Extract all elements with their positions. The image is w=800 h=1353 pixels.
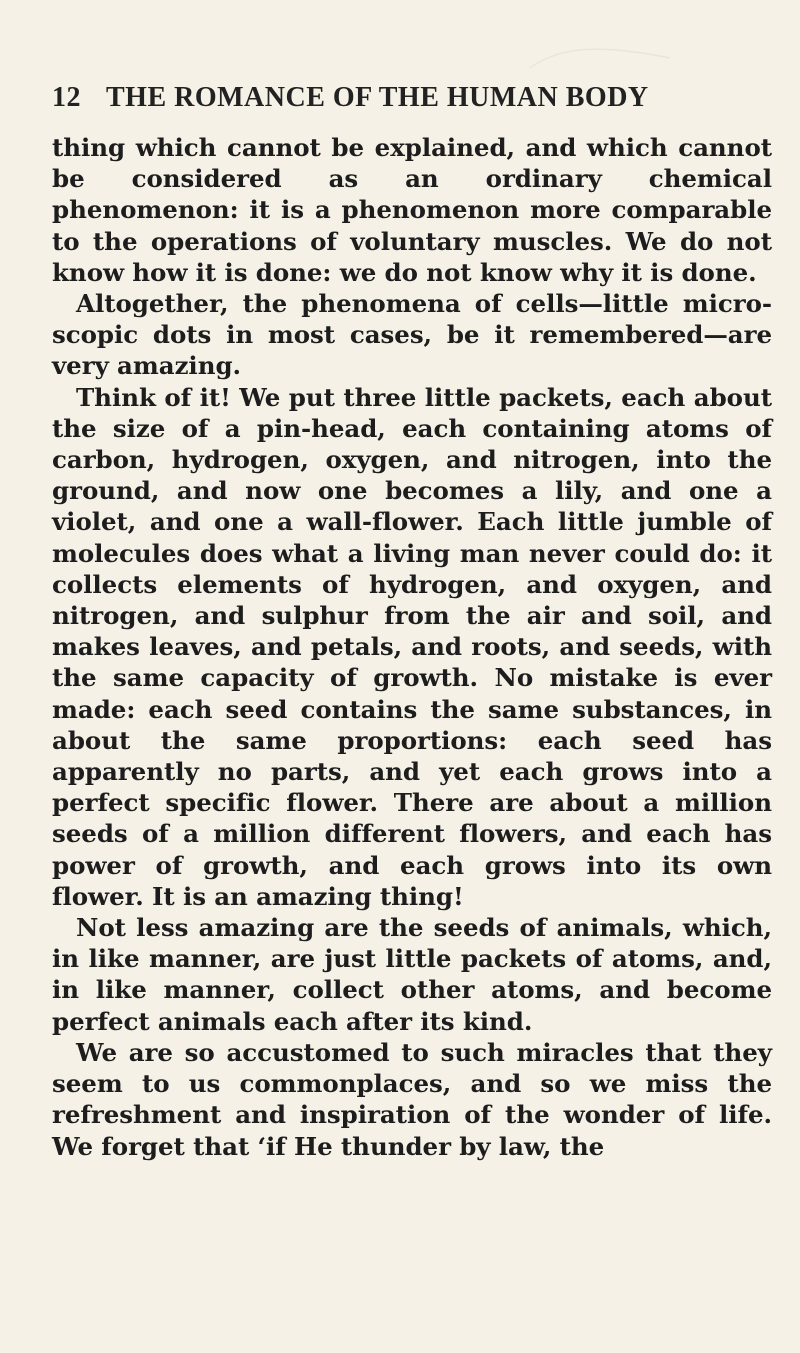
paragraph-cells: Altogether, the phenomena of cells—little micro-scopic dots in most cases, be it remembered—are very amazing. bbox=[52, 289, 772, 381]
paragraph-seeds-of-animals: Not less amazing are the seeds of animals, which, in like manner, are just little packets of atoms, and, in like manner, collect other atoms, and become perfect animals each after its kind. bbox=[52, 913, 772, 1036]
paper-fold-mark bbox=[520, 38, 680, 78]
paragraph-miracles: We are so accustomed to such miracles that they seem to us commonplaces, and so we miss the refreshment and inspiration of the wonder of life. We forget that ‘if He thunder by law, the bbox=[52, 1037, 772, 1161]
paragraph-continuation: thing which cannot be explained, and which cannot be considered as an ordinary chemical phenomenon: it is a phenomenon more comparable to the operations of voluntary muscles. We do not know how it is done: we do not know why it is done. bbox=[52, 133, 772, 287]
paragraph-seeds-of-plants: Think of it! We put three little packets, each about the size of a pin-head, each containing atoms of carbon, hydrogen, oxygen, and nitrogen, into the ground, and now one becomes a lily, and one a violet, and one a wall-flower. Each little jumble of molecules does what a living man never could do: it collects elements of hydrogen, and oxygen, and nitrogen, and sulphur from the air and soil, and makes leaves, and petals, and roots, and seeds, with the same capacity of growth. No mistake is ever made: each seed contains the same substances, in about the same proportions: each seed has apparently no parts, and yet each grows into a perfect specific flower. There are about a million seeds of a million different flowers, and each has power of growth, and each grows into its own flower. It is an amazing thing! bbox=[52, 382, 772, 911]
page-number: 12 bbox=[52, 82, 81, 113]
body-text bbox=[52, 132, 772, 1162]
running-head bbox=[52, 82, 772, 118]
running-head-title: THE ROMANCE OF THE HUMAN BODY bbox=[106, 82, 649, 113]
